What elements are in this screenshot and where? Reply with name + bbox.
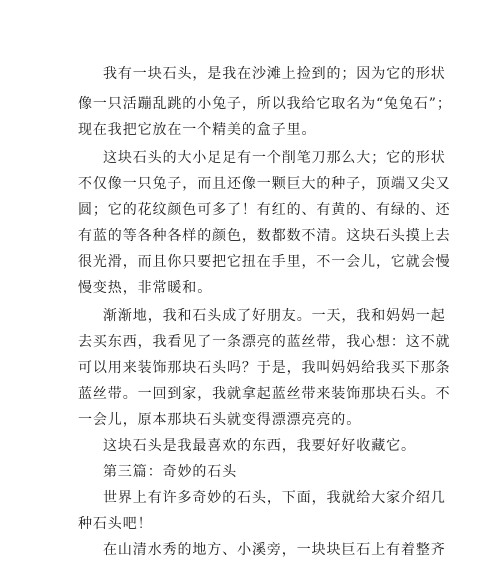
text-line: 现在我把它放在一个精美的盒子里。 <box>78 122 317 138</box>
text-line: 有蓝的等各种各样的颜色，数都数不清。这块石头摸上去 <box>78 228 451 244</box>
text-line: 像一只活蹦乱跳的小兔子，所以我给它取名为“兔兔石”； <box>78 96 452 112</box>
text-line: 可以用来装饰那块石头吗？于是，我叫妈妈给我买下那条 <box>78 360 451 376</box>
text-line: 这块石头的大小足足有一个削笔刀那么大；它的形状 <box>103 150 446 166</box>
text-line: 去买东西，我看见了一条漂亮的蓝丝带，我心想：这不就 <box>78 334 451 350</box>
text-line: 在山清水秀的地方、小溪旁，一块块巨石上有着整齐 <box>103 542 446 558</box>
text-line: 一会儿，原本那块石头就变得漂漂亮亮的。 <box>78 412 362 428</box>
text-line: 不仅像一只兔子，而且还像一颗巨大的种子，顶端又尖又 <box>78 176 451 192</box>
text-line: 很光滑，而且你只要把它扭在手里，不一会儿，它就会慢 <box>78 254 451 270</box>
text-line: 这块石头是我最喜欢的东西，我要好好收藏它。 <box>103 438 416 454</box>
text-line: 渐渐地，我和石头成了好朋友。一天，我和妈妈一起 <box>103 308 446 324</box>
text-line: 蓝丝带。一回到家，我就拿起蓝丝带来装饰那块石头。不 <box>78 386 451 402</box>
section-heading: 第三篇：奇妙的石头 <box>103 464 238 480</box>
text-line: 圆；它的花纹颜色可多了！有红的、有黄的、有绿的、还 <box>78 202 451 218</box>
text-line: 世界上有许多奇妙的石头，下面，我就给大家介绍几 <box>103 490 446 506</box>
text-line: 种石头吧！ <box>78 516 153 532</box>
text-line: 我有一块石头，是我在沙滩上捡到的；因为它的形状 <box>103 66 446 82</box>
text-line: 慢变热，非常暖和。 <box>78 280 213 296</box>
